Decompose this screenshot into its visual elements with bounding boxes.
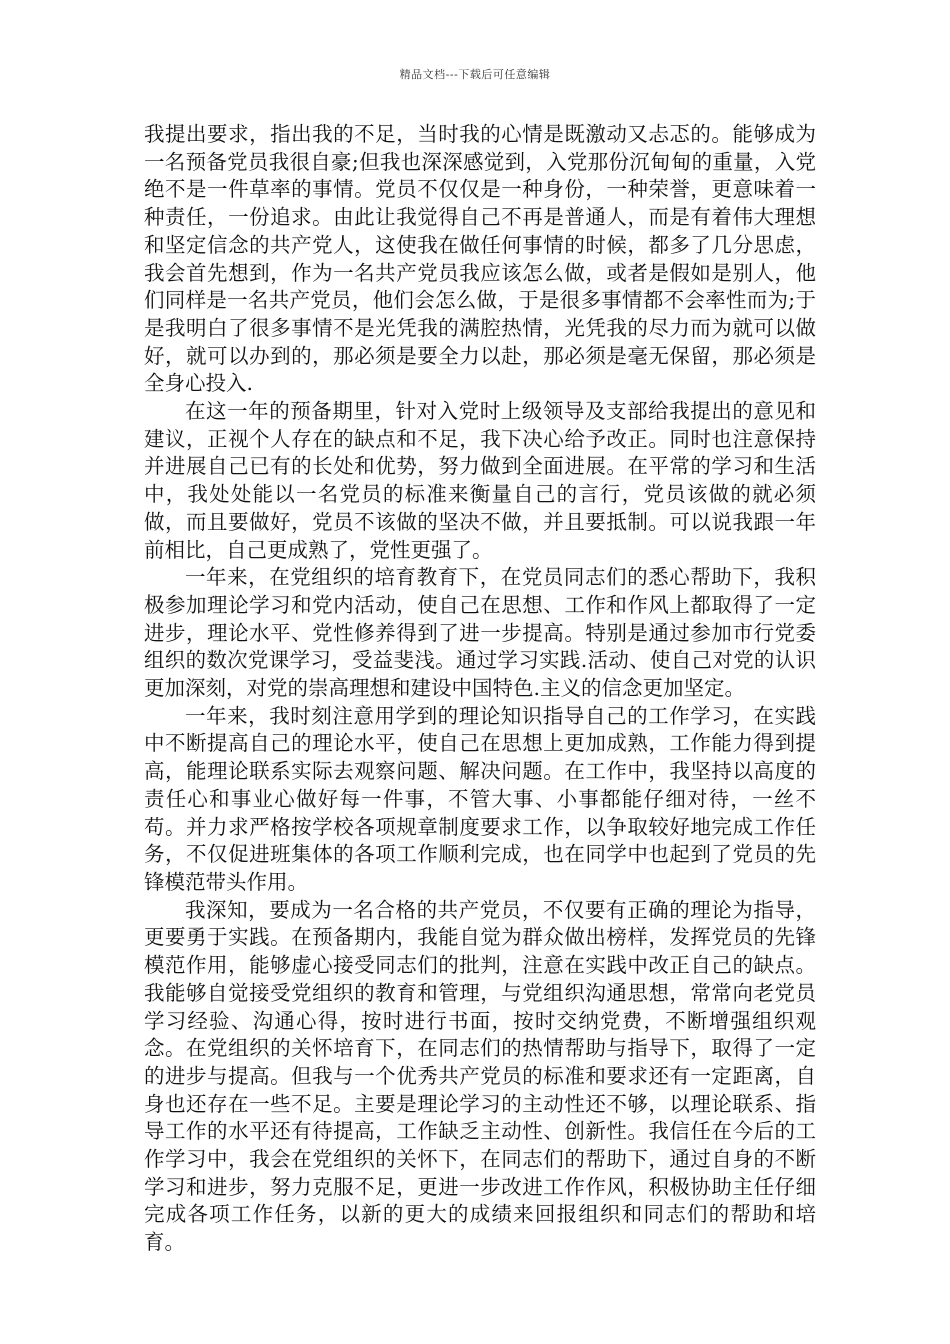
paragraph-2: 在这一年的预备期里，针对入党时上级领导及支部给我提出的意见和建议，正视个人存在的缺点和不足，我下决心给予改正。同时也注意保持并进展自己已有的长处和优势，努力做到全面进展。在平常的学习和生活中，我处处能以一名党员的标准来衡量自己的言行，党员该做的就必须做，而且要做好，党员不该做的坚决不做，并且要抵制。可以说我跟一年前相比，自己更成熟了，党性更强了。 (144, 399, 816, 562)
document-body (144, 121, 816, 1257)
paragraph-5: 我深知，要成为一名合格的共产党员，不仅要有正确的理论为指导，更要勇于实践。在预备期内，我能自觉为群众做出榜样，发挥党员的先锋模范作用，能够虚心接受同志们的批判，注意在实践中改正自己的缺点。我能够自觉接受党组织的教育和管理，与党组织沟通思想，常常向老党员学习经验、沟通心得，按时进行书面，按时交纳党费，不断增强组织观念。在党组织的关怀培育下，在同志们的热情帮助与指导下，取得了一定的进步与提高。但我与一个优秀共产党员的标准和要求还有一定距离，自身也还存在一些不足。主要是理论学习的主动性还不够，以理论联系、指导工作的水平还有待提高，工作缺乏主动性、创新性。我信任在今后的工作学习中，我会在党组织的关怀下，在同志们的帮助下，通过自身的不断学习和进步，努力克服不足，更进一步改进工作作风，积极协助主任仔细完成各项工作任务，以新的更大的成绩来回报组织和同志们的帮助和培育。 (144, 897, 816, 1255)
paragraph-4: 一年来，我时刻注意用学到的理论知识指导自己的工作学习，在实践中不断提高自己的理论水平，使自己在思想上更加成熟，工作能力得到提高，能理论联系实际去观察问题、解决问题。在工作中，我坚持以高度的责任心和事业心做好每一件事，不管大事、小事都能仔细对待，一丝不苟。并力求严格按学校各项规章制度要求工作，以争取较好地完成工作任务，不仅促进班集体的各项工作顺利完成，也在同学中也起到了党员的先锋模范带头作用。 (144, 703, 816, 894)
paragraph-1: 我提出要求，指出我的不足，当时我的心情是既激动又忐忑的。能够成为一名预备党员我很自豪;但我也深深感觉到，入党那份沉甸甸的重量，入党绝不是一件草率的事情。党员不仅仅是一种身份，一种荣誉，更意味着一种责任，一份追求。由此让我觉得自己不再是普通人，而是有着伟大理想和坚定信念的共产党人，这使我在做任何事情的时候，都多了几分思虑，我会首先想到，作为一名共产党员我应该怎么做，或者是假如是别人，他们同样是一名共产党员，他们会怎么做，于是很多事情都不会率性而为;于是我明白了很多事情不是光凭我的满腔热情，光凭我的尽力而为就可以做好，就可以办到的，那必须是要全力以赴，那必须是毫无保留，那必须是全身心投入. (144, 122, 816, 396)
page-header: 精品文档---下载后可任意编辑 (399, 68, 551, 81)
paragraph-3: 一年来，在党组织的培育教育下，在党员同志们的悉心帮助下，我积极参加理论学习和党内活动，使自己在思想、工作和作风上都取得了一定进步，理论水平、党性修养得到了进一步提高。特别是通过参加市行党委组织的数次党课学习，受益斐浅。通过学习实践.活动、使自己对党的认识更加深刻，对党的崇高理想和建设中国特色.主义的信念更加坚定。 (144, 565, 816, 701)
